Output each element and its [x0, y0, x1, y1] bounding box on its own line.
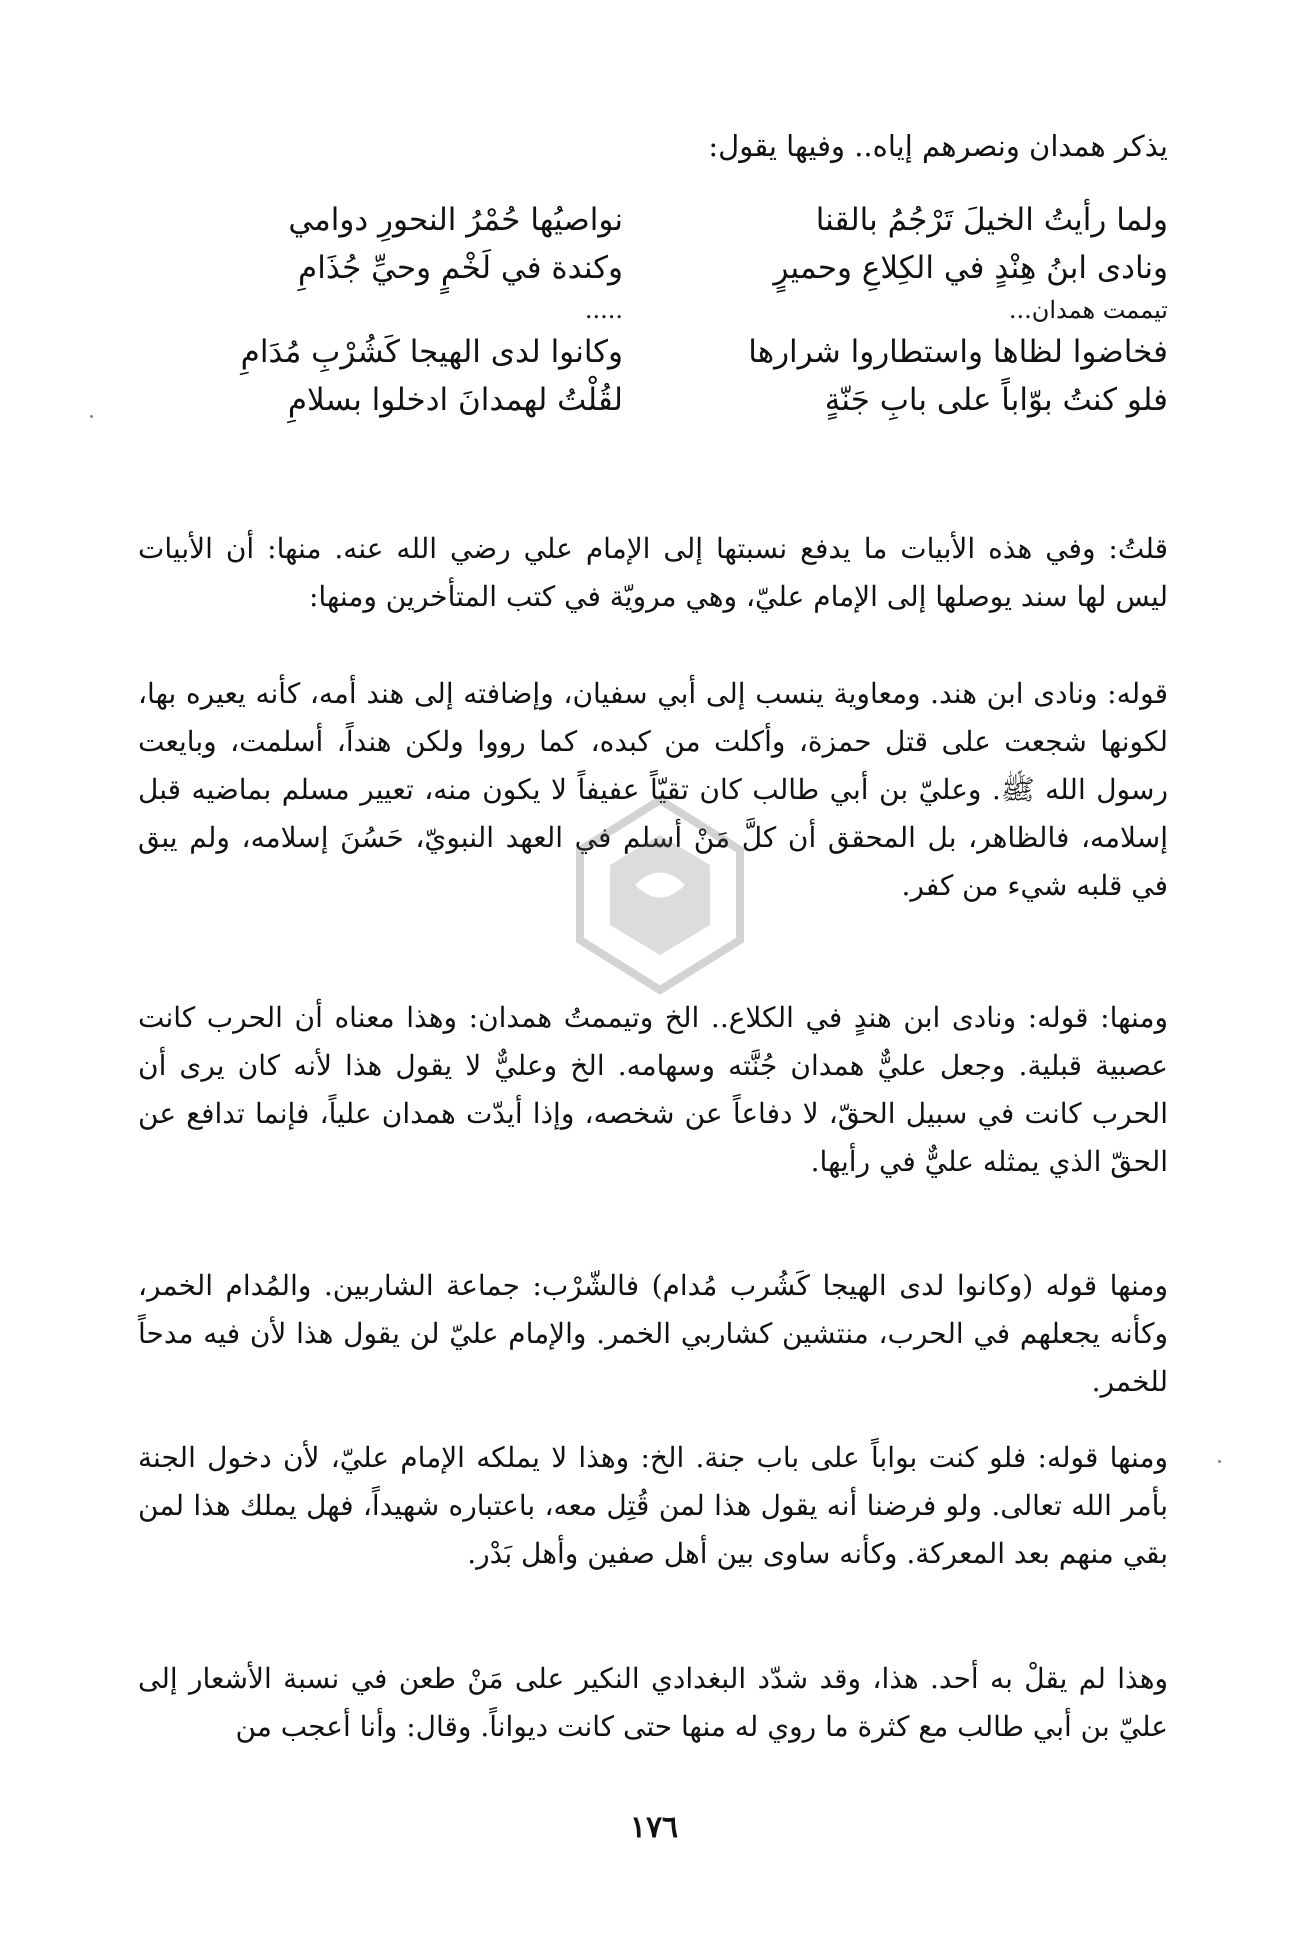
verse-first-hemistich: ونادى ابنُ هِنْدٍ في الكِلاعِ وحميرٍ — [773, 250, 1168, 286]
verse-first-hemistich: ولما رأيتُ الخيلَ تَرْجُمُ بالقنا — [815, 202, 1168, 238]
verse-first-hemistich: فخاضوا لظاها واستطاروا شرارها — [748, 334, 1168, 370]
paragraph: قلتُ: وفي هذه الأبيات ما يدفع نسبتها إلى الإمام علي رضي الله عنه. منها: أن الأبيات ليس لها سند يوصلها إلى الإمام عليّ، وهي مرويّة في كتب المتأخرين ومنها: — [138, 532, 1168, 613]
paragraph: ومنها قوله: فلو كنت بواباً على باب جنة. الخ: وهذا لا يملكه الإمام عليّ، لأن دخول الجنة بأمر الله تعالى. ولو فرضنا أنه يقول هذا لمن قُتِل معه، باعتباره شهيداً، فهل يملك هذا لمن بقي منهم بعد المعركة. وكأنه ساوى بين أهل صفين وأهل بَدْر. — [138, 1441, 1168, 1570]
poem-verse — [138, 244, 1168, 292]
poem — [138, 196, 1168, 424]
scan-speck — [90, 415, 93, 418]
paragraph: وهذا لم يقلْ به أحد. هذا، وقد شدّد البغدادي النكير على مَنْ طعن في نسبة الأشعار إلى عليّ بن أبي طالب مع كثرة ما روي له منها حتى كانت ديواناً. وقال: وأنا أعجب من — [138, 1662, 1168, 1743]
verse-first-hemistich: تيممت همدان... — [1008, 296, 1168, 324]
poem-verse — [138, 328, 1168, 376]
scan-speck — [1218, 1460, 1221, 1463]
page-number: ١٧٦ — [629, 1810, 679, 1845]
library-seal-watermark — [540, 790, 780, 1000]
paragraph: ومنها قوله (وكانوا لدى الهيجا كَشُرب مُدام) فالشّرْب: جماعة الشاربين. والمُدام الخمر، وكأنه يجعلهم في الحرب، منتشين كشاربي الخمر. والإمام عليّ لن يقول هذا لأن فيه مدحاً للخمر. — [138, 1269, 1168, 1398]
verse-second-hemistich: وكانوا لدى الهيجا كَشُرْبِ مُدَامِ — [240, 334, 623, 370]
poem-verse — [138, 376, 1168, 424]
verse-second-hemistich: وكندة في لَخْمٍ وحيِّ جُذَامِ — [298, 250, 623, 286]
verse-second-hemistich: لقُلْتُ لهمدانَ ادخلوا بسلامِ — [287, 382, 623, 418]
poem-verse — [138, 292, 1168, 328]
intro-line: يذكر همدان ونصرهم إياه.. وفيها يقول: — [708, 129, 1168, 163]
poem-verse — [138, 196, 1168, 244]
paragraph: ومنها: قوله: ونادى ابن هندٍ في الكلاع.. الخ وتيممتُ همدان: وهذا معناه أن الحرب كانت عصبية قبلية. وجعل عليٌّ همدان جُنَّته وسهامه. الخ وعليٌّ لا يقول هذا لأنه كان يرى أن الحرب كانت في سبيل الحقّ، لا دفاعاً عن شخصه، وإذا أيدّت همدان علياً، فإنما تدافع عن الحقّ الذي يمثله عليٌّ في رأيها. — [138, 1001, 1168, 1178]
verse-first-hemistich: فلو كنتُ بوّاباً على بابِ جَنّةٍ — [824, 382, 1168, 418]
verse-second-hemistich: ..... — [584, 296, 623, 324]
paragraph: قوله: ونادى ابن هند. ومعاوية ينسب إلى أبي سفيان، وإضافته إلى هند أمه، كأنه يعيره بها، لكونها شجعت على قتل حمزة، وأكلت من كبده، كما رووا ولكن هنداً، أسلمت، وبايعت رسول الله ﷺ. وعليّ بن أبي طالب كان تقيّاً عفيفاً لا يكون منه، تعيير مسلم بماضيه قبل إسلامه، فالظاهر، بل المحقق أن كلَّ مَنْ أسلم في العهد النبويّ، حَسُنَ إسلامه، ولم يبق في قلبه شيء من كفر. — [138, 677, 1168, 902]
verse-second-hemistich: نواصيُها حُمْرُ النحورِ دوامي — [288, 202, 623, 238]
